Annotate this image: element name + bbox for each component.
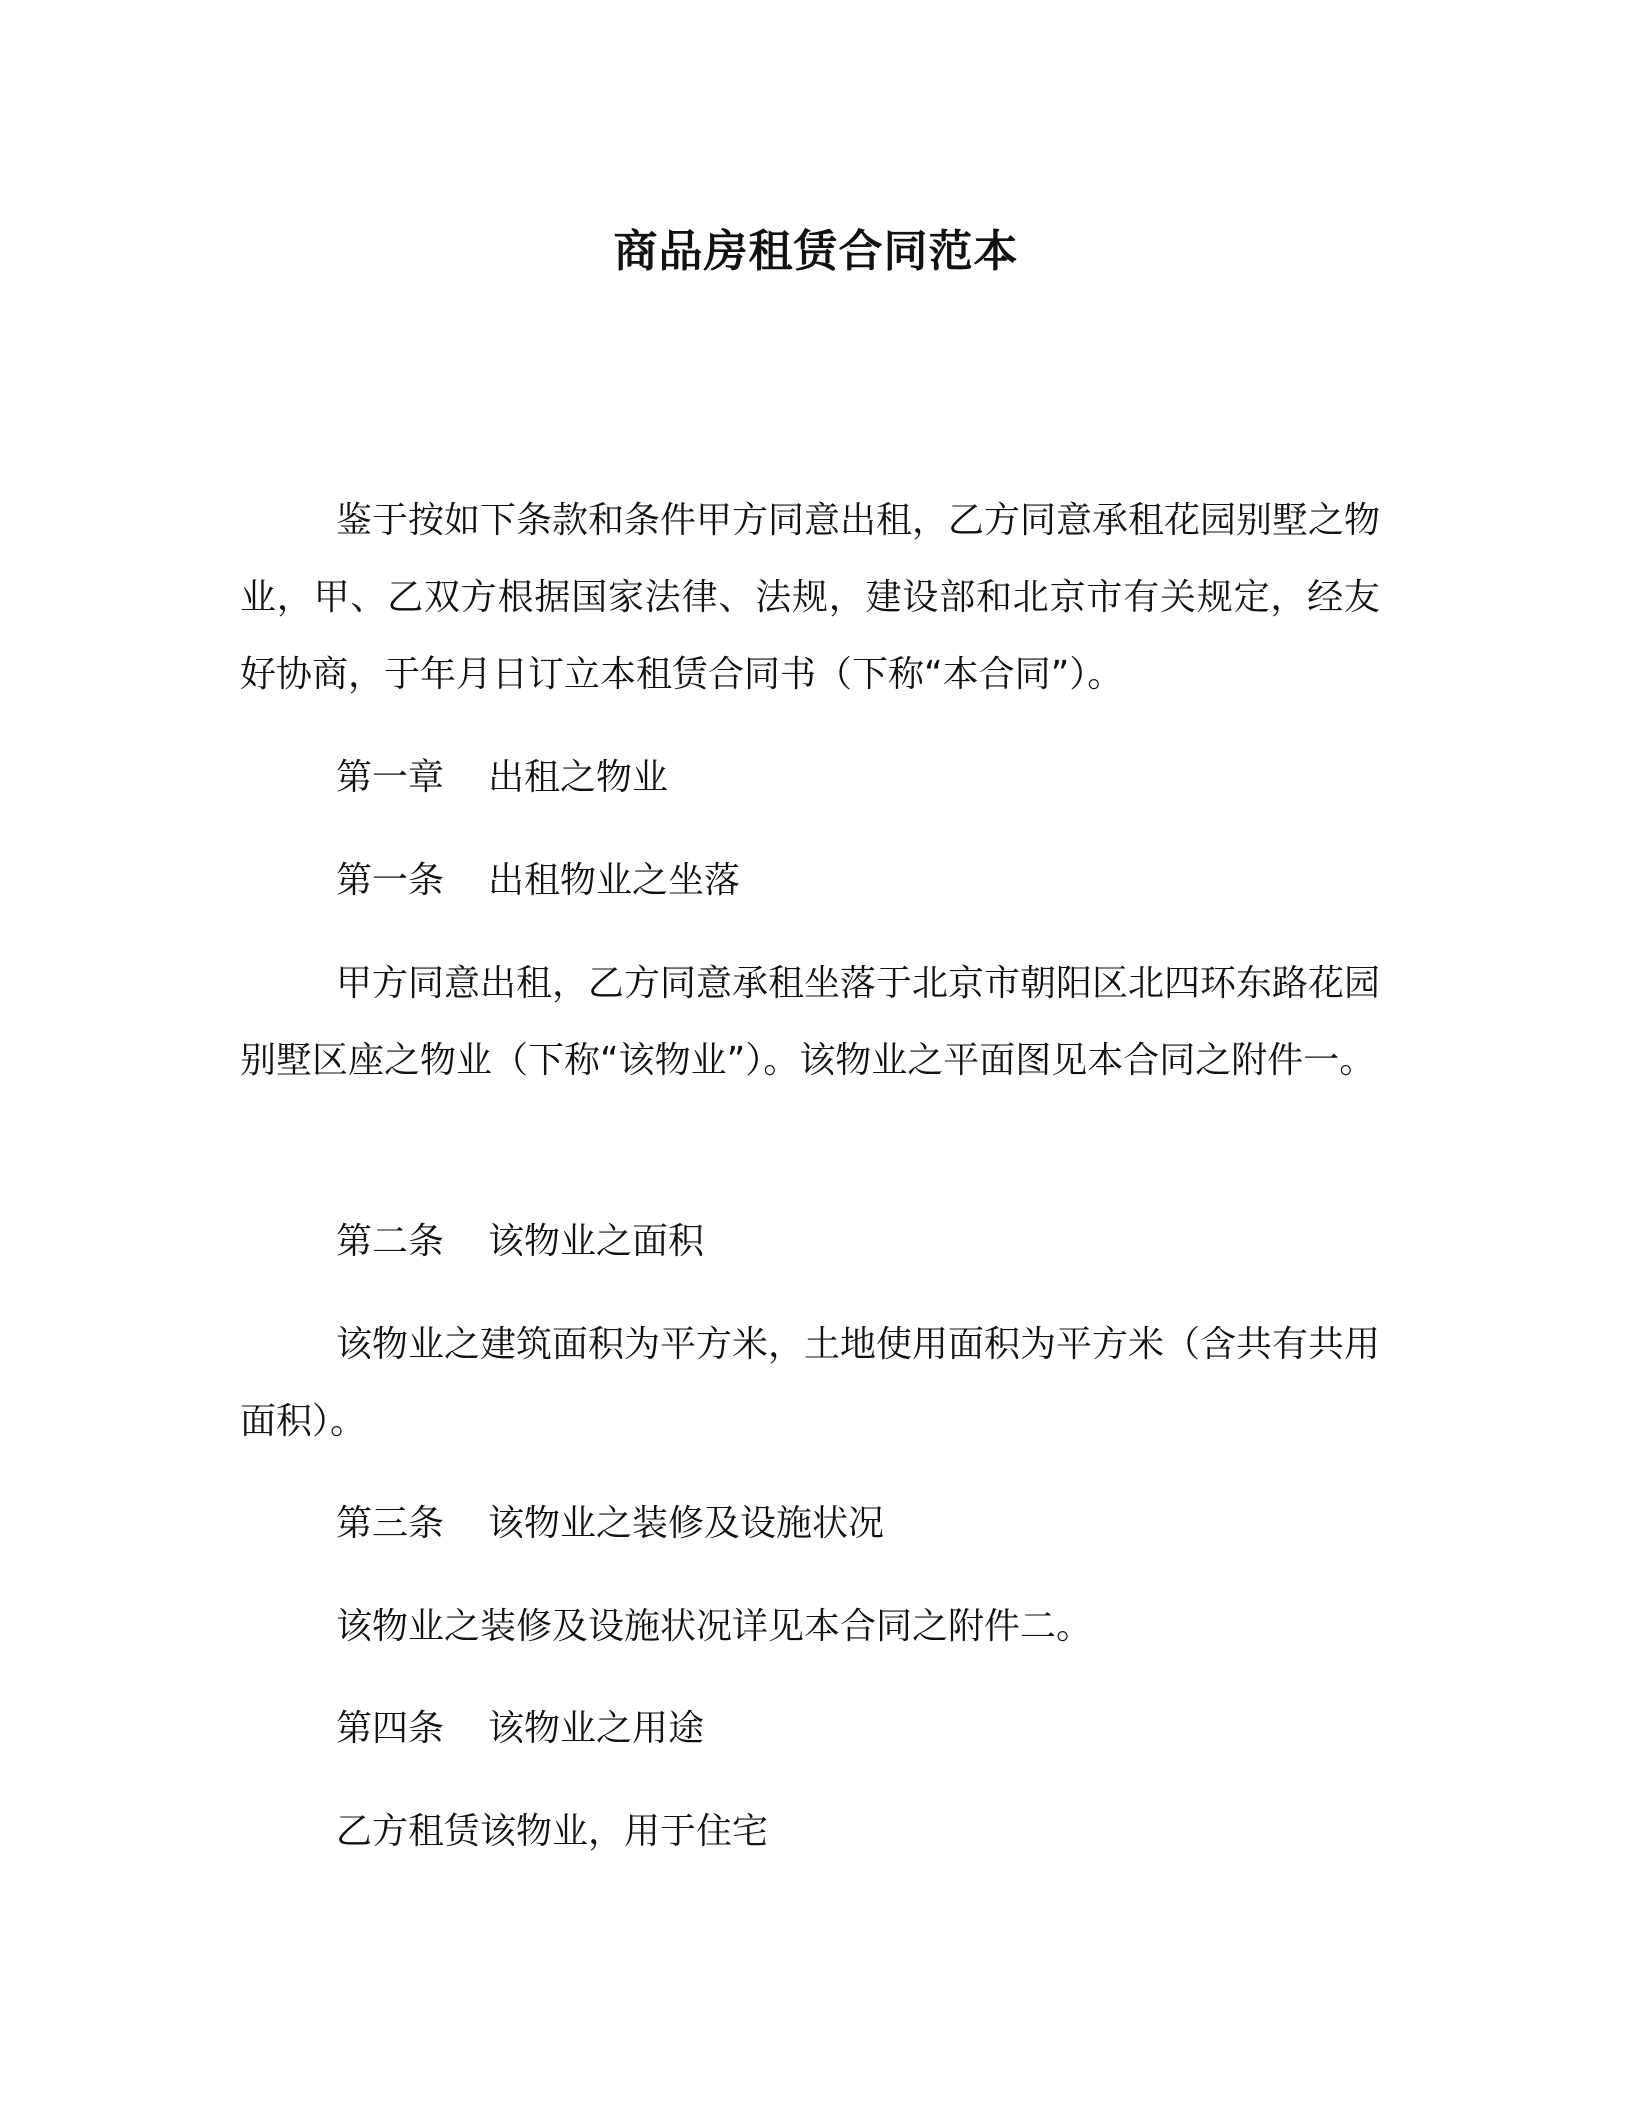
chapter-title: 出租之物业: [488, 757, 669, 798]
article-heading: [336, 1690, 704, 1767]
preamble-paragraph: 鉴于按如下条款和条件甲方同意出租，乙方同意承租花园别墅之物业，甲、乙双方根据国家法律、法规，建设部和北京市有关规定，经友好协商，于年月日订立本租赁合同书（下称“本合同”）。: [240, 500, 1381, 695]
chapter-number: 第一章: [336, 757, 445, 798]
article-number: 第一条: [336, 860, 445, 901]
article-paragraph: 乙方租赁该物业，用于住宅: [336, 1811, 769, 1852]
document-title: 商品房租赁合同范本: [613, 226, 1019, 277]
chapter-heading: [336, 739, 668, 816]
article-number: 第二条: [336, 1221, 445, 1262]
article-title: 该物业之装修及设施状况: [488, 1503, 885, 1544]
article-paragraph: 该物业之建筑面积为平方米，土地使用面积为平方米（含共有共用面积）。: [240, 1324, 1381, 1442]
article-title: 该物业之面积: [488, 1221, 705, 1262]
article-heading: [336, 842, 740, 919]
article-heading: [336, 1485, 884, 1562]
article-heading: [336, 1203, 704, 1280]
article-paragraph: 甲方同意出租，乙方同意承租坐落于北京市朝阳区北四环东路花园别墅区座之物业（下称“该物业”）。该物业之平面图见本合同之附件一。: [240, 963, 1381, 1081]
article-title: 出租物业之坐落: [488, 860, 741, 901]
article-number: 第四条: [336, 1708, 445, 1749]
article-paragraph: 该物业之装修及设施状况详见本合同之附件二。: [336, 1606, 1093, 1647]
article-title: 该物业之用途: [488, 1708, 705, 1749]
article-number: 第三条: [336, 1503, 445, 1544]
